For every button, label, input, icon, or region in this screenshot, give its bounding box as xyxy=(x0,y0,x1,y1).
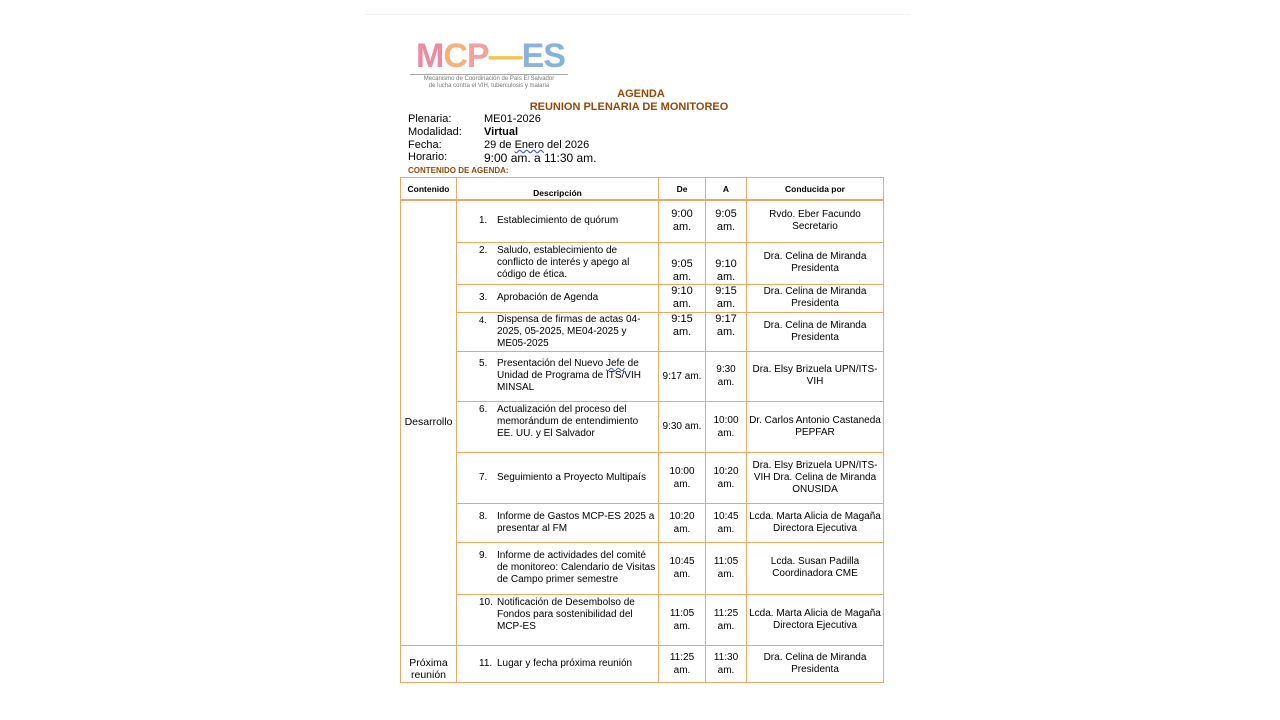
row-a: 9:15 am. xyxy=(706,284,747,312)
row-desc xyxy=(457,594,659,645)
row-desc xyxy=(457,401,659,452)
row-number: 8. xyxy=(479,510,488,522)
row-a: 9:10 am. xyxy=(706,242,747,284)
modalidad-value: Virtual xyxy=(484,126,519,138)
row-desc xyxy=(457,503,659,542)
meeting-title: REUNION PLENARIA DE MONITOREO xyxy=(529,101,729,113)
row-desc-text: Notificación de Desembolso de Fondos para sostenibilidad del MCP-ES xyxy=(497,596,635,632)
table-row xyxy=(401,200,884,242)
row-de: 9:00 am. xyxy=(659,200,706,242)
row-a: 10:45 am. xyxy=(706,503,747,542)
row-desc-text: Establecimiento de quórum xyxy=(497,215,619,227)
row-a: 10:00 am. xyxy=(706,401,747,452)
row-desc xyxy=(457,284,659,312)
row-desc xyxy=(457,645,659,682)
row-desc xyxy=(457,312,659,351)
horario-label: Horario: xyxy=(408,151,448,163)
row-de: 10:45 am. xyxy=(659,542,706,594)
row-desc-text: Informe de actividades del comité de monitoreo: Calendario de Visitas de Campo primer semestre xyxy=(497,550,656,585)
row-a: 11:05 am. xyxy=(706,542,747,594)
row-number: 11. xyxy=(479,657,493,669)
logo-wordmark: MCP—ES xyxy=(416,37,565,75)
header-a: A xyxy=(706,178,747,201)
table-row xyxy=(401,503,884,542)
row-who: Lcda. Marta Alicia de Magaña Directora Ejecutiva xyxy=(747,503,884,542)
row-number: 7. xyxy=(479,471,488,483)
row-desc xyxy=(457,452,659,503)
table-row xyxy=(401,351,884,401)
row-de: 9:10 am. xyxy=(659,284,706,312)
table-row xyxy=(401,645,884,682)
row-who: Lcda. Susan Padilla Coordinadora CME xyxy=(747,542,884,594)
fecha-value xyxy=(484,139,589,151)
section-desarrollo: Desarrollo xyxy=(401,200,457,645)
row-a: 9:30 am. xyxy=(706,351,747,401)
table-row xyxy=(401,542,884,594)
header-de: De xyxy=(659,178,706,201)
modalidad-label: Modalidad: xyxy=(408,126,462,138)
fecha-label: Fecha: xyxy=(408,139,442,151)
header-contenido: Contenido xyxy=(401,178,457,201)
row-de: 9:30 am. xyxy=(659,401,706,452)
row-desc-text-end: de Unidad de Programa de ITS/VIH MINSAL xyxy=(497,358,641,393)
row-number: 10. xyxy=(479,596,493,608)
table-row xyxy=(401,242,884,284)
row-number: 4. xyxy=(479,314,487,325)
fecha-year: del 2026 xyxy=(543,139,590,151)
table-row xyxy=(401,312,884,351)
header-conducida: Conducida por xyxy=(747,178,884,201)
row-de: 11:05 am. xyxy=(659,594,706,645)
row-who: Lcda. Marta Alicia de Magaña Directora Ejecutiva xyxy=(747,594,884,645)
row-desc-underlined: Jefe xyxy=(605,358,625,369)
fecha-day: 29 de xyxy=(484,139,515,151)
row-who: Dra. Elsy Brizuela UPN/ITS-VIH xyxy=(747,351,884,401)
row-who: Dr. Carlos Antonio Castaneda PEPFAR xyxy=(747,401,884,452)
table-row xyxy=(401,284,884,312)
row-number: 2. xyxy=(479,245,488,256)
row-desc-text: Saludo, establecimiento de conflicto de interés y apego al código de ética. xyxy=(497,245,630,280)
row-who: Dra. Celina de Miranda Presidenta xyxy=(747,242,884,284)
row-desc-text: Actualización del proceso del memorándum de entendimiento EE. UU. y El Salvador xyxy=(497,403,639,439)
row-number: 3. xyxy=(479,292,488,303)
header-descripcion: Descripción xyxy=(457,178,659,201)
table-row xyxy=(401,401,884,452)
row-de: 10:00 am. xyxy=(659,452,706,503)
row-desc-text: Aprobación de Agenda xyxy=(497,292,599,303)
row-de: 9:15 am. xyxy=(659,312,706,351)
logo-subtitle-line1: Mecanismo de Coordinación de País El Salvador xyxy=(423,76,555,82)
row-who: Dra. Celina de Miranda Presidenta xyxy=(747,645,884,682)
row-desc-text: Presentación del Nuevo xyxy=(497,358,606,369)
row-a: 10:20 am. xyxy=(706,452,747,503)
row-who: Dra. Elsy Brizuela UPN/ITS-VIH Dra. Celina de Miranda ONUSIDA xyxy=(747,452,884,503)
contenido-label: CONTENIDO DE AGENDA: xyxy=(408,166,509,175)
table-row xyxy=(401,594,884,645)
row-desc-text: Seguimiento a Proyecto Multipaís xyxy=(497,471,646,483)
table-header-row xyxy=(401,178,884,201)
row-de: 10:20 am. xyxy=(659,503,706,542)
row-a: 9:17 am. xyxy=(706,312,747,351)
logo-subtitle-line2: de lucha contra el VIH, tuberculosis y malaria xyxy=(428,83,550,89)
row-a: 9:05 am. xyxy=(706,200,747,242)
row-desc xyxy=(457,351,659,401)
row-de: 9:17 am. xyxy=(659,351,706,401)
row-who: Dra. Celina de Miranda Presidenta xyxy=(747,284,884,312)
row-number: 9. xyxy=(479,550,488,561)
row-desc-text: Dispensa de firmas de actas 04-2025, 05-2025, ME04-2025 y ME05-2025 xyxy=(497,313,641,349)
row-number: 6. xyxy=(479,403,488,415)
horario-value: 9:00 am. a 11:30 am. xyxy=(484,151,597,165)
row-desc xyxy=(457,200,659,242)
row-a: 11:30 am. xyxy=(706,645,747,682)
plenaria-label: Plenaria: xyxy=(408,113,452,125)
row-desc xyxy=(457,242,659,284)
agenda-table xyxy=(400,177,884,683)
agenda-title: AGENDA xyxy=(617,88,665,100)
row-de: 9:05 am. xyxy=(659,242,706,284)
row-de: 11:25 am. xyxy=(659,645,706,682)
section-proxima: Próxima reunión xyxy=(401,645,457,682)
row-desc xyxy=(457,542,659,594)
table-row xyxy=(401,452,884,503)
row-who: Dra. Celina de Miranda Presidenta xyxy=(747,312,884,351)
mcp-es-logo xyxy=(410,38,570,94)
plenaria-value: ME01-2026 xyxy=(484,113,541,125)
row-number: 1. xyxy=(479,215,488,227)
row-number: 5. xyxy=(479,358,488,369)
row-a: 11:25 am. xyxy=(706,594,747,645)
row-who: Rvdo. Eber Facundo Secretario xyxy=(747,200,884,242)
row-desc-text: Informe de Gastos MCP-ES 2025 a presentar al FM xyxy=(497,510,655,534)
row-desc-text: Lugar y fecha próxima reunión xyxy=(497,657,633,669)
fecha-month: Enero xyxy=(514,139,544,151)
